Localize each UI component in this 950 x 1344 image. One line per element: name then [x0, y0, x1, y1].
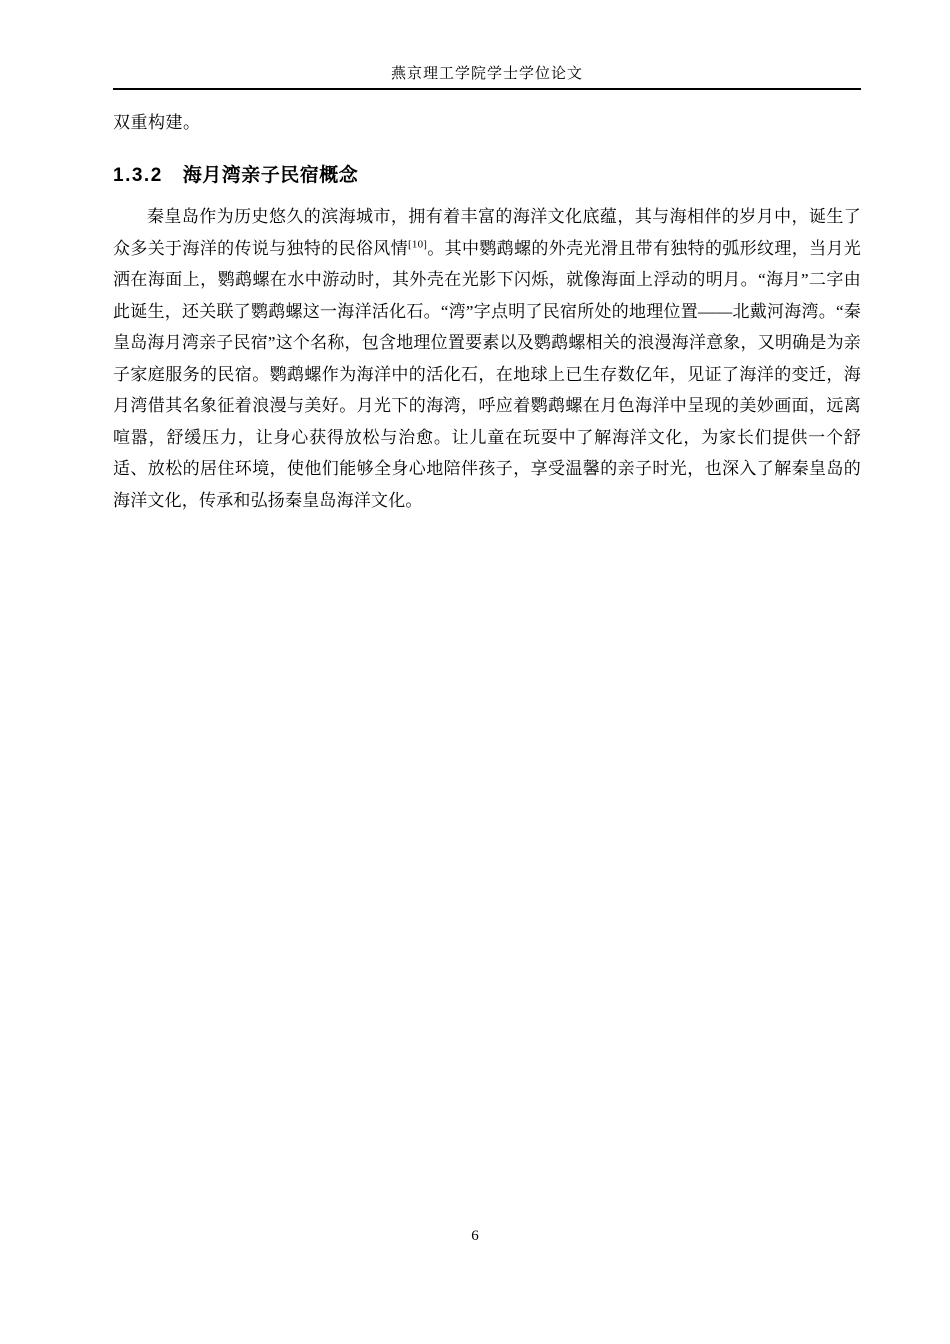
body-paragraph: [113, 201, 861, 516]
paragraph-text-part2: 。其中鹦鹉螺的外壳光滑且带有独特的弧形纹理，当月光洒在海面上，鹦鹉螺在水中游动时，其外壳在光影下闪烁，就像海面上浮动的明月。“海月”二字由此诞生，还关联了鹦鹉螺这一海洋活化石。“湾”字点明了民宿所处的地理位置——北戴河海湾。“秦皇岛海月湾亲子民宿”这个名称，包含地理位置要素以及鹦鹉螺相关的浪漫海洋意象，又明确是为亲子家庭服务的民宿。鹦鹉螺作为海洋中的活化石，在地球上已生存数亿年，见证了海洋的变迁，海月湾借其名象征着浪漫与美好。月光下的海湾，呼应着鹦鹉螺在月色海洋中呈现的美妙画面，远离喧嚣，舒缓压力，让身心获得放松与治愈。让儿童在玩耍中了解海洋文化，为家长们提供一个舒适、放松的居住环境，使他们能够全身心地陪伴孩子，享受温馨的亲子时光，也深入了解秦皇岛的海洋文化，传承和弘扬秦皇岛海洋文化。: [113, 238, 861, 510]
continued-text-line: 双重构建。: [113, 113, 201, 132]
page-content: [113, 108, 861, 516]
section-number: 1.3.2: [113, 165, 163, 186]
footnote-reference: [10]: [408, 237, 428, 250]
header-divider: [113, 88, 861, 90]
section-title: 海月湾亲子民宿概念: [182, 165, 359, 186]
section-heading: [113, 160, 861, 187]
page-number: 6: [471, 1228, 479, 1244]
paragraph-text-part1: 秦皇岛作为历史悠久的滨海城市，拥有着丰富的海洋文化底蕴，其与海相伴的岁月中，诞生了众多关于海洋的传说与独特的民俗风情: [113, 207, 861, 258]
running-header: 燕京理工学院学士学位论文: [390, 66, 583, 82]
